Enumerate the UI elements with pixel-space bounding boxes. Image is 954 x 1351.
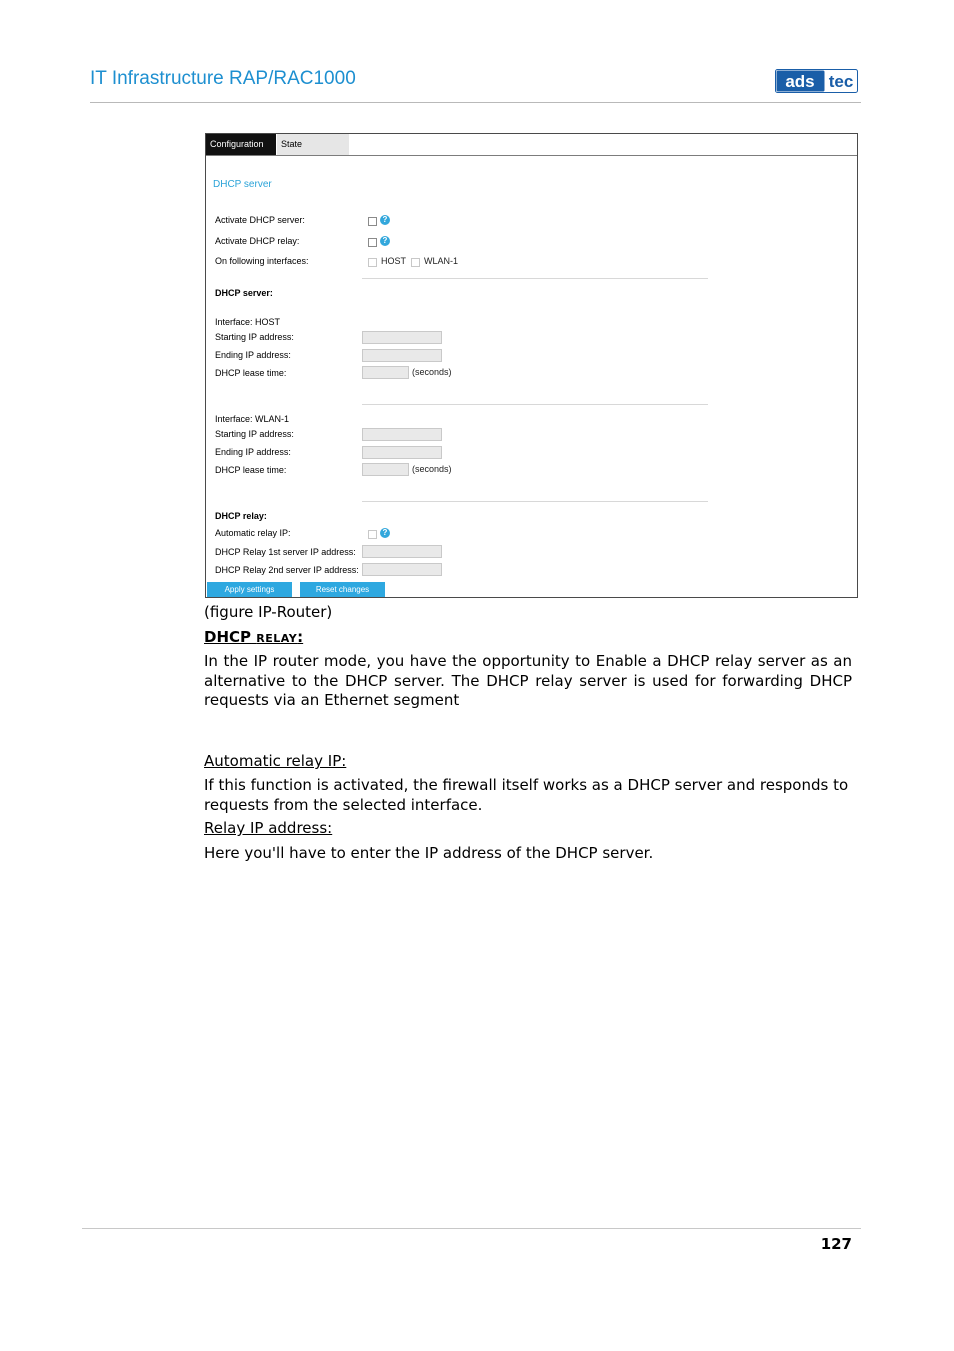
header-rule (90, 102, 861, 103)
section-title: DHCP server (213, 179, 272, 190)
auto-relay-ip-label: Automatic relay IP: (215, 528, 291, 538)
separator (362, 404, 708, 405)
tab-configuration[interactable]: Configuration (206, 134, 276, 155)
auto-relay-ip-heading: Automatic relay IP: (204, 752, 347, 770)
heading-dhcp: DHCP (204, 628, 252, 646)
wlan-start-ip-label: Starting IP address: (215, 429, 294, 439)
dhcp-config-screenshot (205, 133, 858, 598)
dhcp-relay-section-heading (204, 628, 303, 646)
activate-dhcp-server-label: Activate DHCP server: (215, 215, 305, 225)
dhcp-server-heading: DHCP server: (215, 288, 273, 298)
tab-bar (206, 134, 857, 156)
wlan-lease-label: DHCP lease time: (215, 465, 287, 475)
relay-ip-address-heading: Relay IP address: (204, 819, 333, 837)
activate-dhcp-relay-checkbox[interactable] (368, 238, 377, 247)
activate-dhcp-server-checkbox[interactable] (368, 217, 377, 226)
help-icon[interactable]: ? (380, 528, 390, 538)
interface-host-heading: Interface: HOST (215, 317, 281, 327)
host-start-ip-label: Starting IP address: (215, 332, 294, 342)
separator (362, 278, 708, 279)
adstec-logo (775, 69, 858, 93)
svg-text:tec: tec (828, 72, 854, 91)
wlan-end-ip-label: Ending IP address: (215, 447, 291, 457)
separator (362, 501, 708, 502)
host-end-ip-label: Ending IP address: (215, 350, 291, 360)
host-lease-unit: (seconds) (412, 367, 452, 377)
relay-2nd-server-input[interactable] (362, 563, 442, 576)
relay-ip-address-paragraph: Here you'll have to enter the IP address of the DHCP server. (204, 844, 654, 862)
svg-text:ads: ads (785, 72, 815, 91)
wlan-end-ip-input[interactable] (362, 446, 442, 459)
wlan-lease-input[interactable] (362, 463, 409, 476)
host-lease-input[interactable] (362, 366, 409, 379)
auto-relay-ip-checkbox[interactable] (368, 530, 377, 539)
interface-host-checkbox[interactable] (368, 258, 377, 267)
relay-2nd-server-label: DHCP Relay 2nd server IP address: (215, 565, 359, 575)
host-lease-label: DHCP lease time: (215, 368, 287, 378)
wlan-start-ip-input[interactable] (362, 428, 442, 441)
interface-wlan-heading: Interface: WLAN-1 (215, 414, 290, 424)
help-icon[interactable]: ? (380, 236, 390, 246)
interfaces-label: On following interfaces: (215, 256, 309, 266)
activate-dhcp-relay-label: Activate DHCP relay: (215, 236, 300, 246)
host-start-ip-input[interactable] (362, 331, 442, 344)
page-number: 127 (820, 1235, 852, 1253)
reset-changes-button[interactable]: Reset changes (300, 582, 385, 597)
auto-relay-ip-paragraph: If this function is activated, the firewall itself works as a DHCP server and responds to requests from the selected interface. (204, 776, 849, 814)
apply-settings-button[interactable]: Apply settings (207, 582, 292, 597)
help-icon[interactable]: ? (380, 215, 390, 225)
heading-colon: : (297, 628, 304, 646)
host-end-ip-input[interactable] (362, 349, 442, 362)
figure-caption: (figure IP-Router) (204, 603, 333, 621)
relay-1st-server-label: DHCP Relay 1st server IP address: (215, 547, 356, 557)
heading-relay: RELAY (256, 632, 298, 645)
relay-1st-server-input[interactable] (362, 545, 442, 558)
relay-paragraph: In the IP router mode, you have the opportunity to Enable a DHCP relay server as an alternative to the DHCP server. The DHCP relay server is used for forwarding DHCP requests via an Ethernet segment (204, 652, 852, 709)
dhcp-relay-heading: DHCP relay: (215, 511, 267, 521)
interface-host-label: HOST (381, 256, 407, 266)
interface-wlan-checkbox[interactable] (411, 258, 420, 267)
interface-wlan-label: WLAN-1 (424, 256, 459, 266)
footer-rule (82, 1228, 861, 1229)
wlan-lease-unit: (seconds) (412, 464, 452, 474)
document-title: IT Infrastructure RAP/RAC1000 (90, 68, 356, 89)
tab-state[interactable]: State (277, 134, 349, 155)
